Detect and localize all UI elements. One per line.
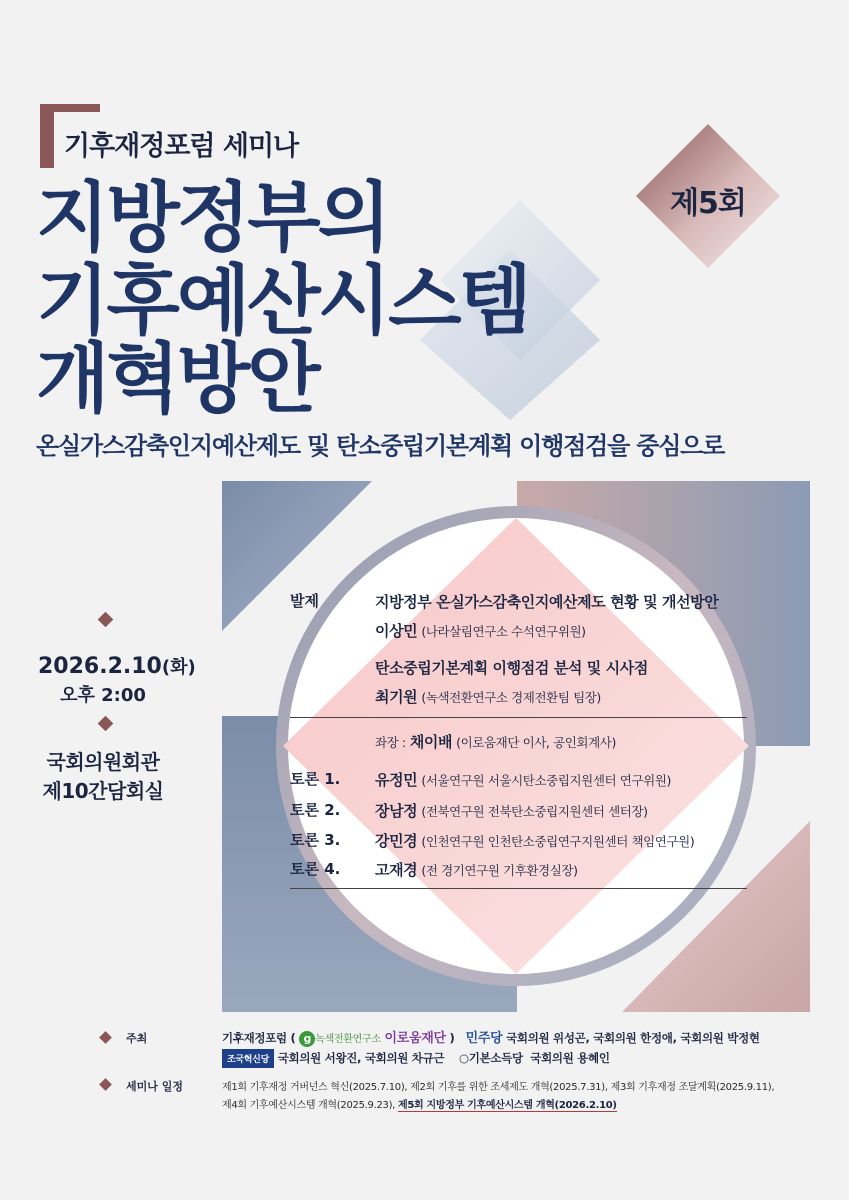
presentation-1-speaker: 이상민 (나라살림연구소 수석연구위원): [375, 622, 586, 640]
presentation-label: 발제: [290, 592, 319, 610]
series-bracket: [40, 104, 54, 168]
discussion-3: 강민경 (인천연구원 인천탄소중립연구지원센터 책임연구원): [375, 832, 695, 850]
title-line-3: 개혁방안: [36, 334, 318, 423]
host-line-2: 조국혁신당 국회의원 서왕진, 국회의원 차규근 ○기본소득당 국회의원 용혜인: [222, 1049, 610, 1068]
diamond-bullet: [99, 1078, 112, 1091]
title-line-2: 기후예산시스템: [36, 256, 529, 345]
schedule-line-1: 제1회 기후재정 거버넌스 혁신(2025.7.10), 제2회 기후를 위한 조세제도 개혁(2025.7.31), 제3회 기후재정 조달계획(2025.9.11),: [222, 1082, 775, 1093]
event-place: [30, 748, 176, 806]
minjoo-logo: 민주당: [465, 1031, 503, 1046]
title-line-1: 지방정부의: [36, 173, 389, 262]
host-line-1: 기후재정포럼 ( g 녹색전환연구소 이로움재단 ) 민주당 국회의원 위성곤, 국회의원 한정애, 국회의원 박정현: [222, 1031, 760, 1046]
discussion-2-label: 토론 2.: [290, 801, 341, 819]
host-label: 주최: [126, 1032, 148, 1045]
edition-label: 제5회: [670, 186, 746, 221]
presentation-2-topic: 탄소중립기본계획 이행점검 분석 및 시사점: [375, 659, 648, 677]
green-transition-logo-icon: g: [299, 1031, 315, 1047]
schedule-line-2: 제4회 기후예산시스템 개혁(2025.9.23), 제5회 지방정부 기후예산시스템 개혁(2026.2.10): [222, 1100, 617, 1111]
green-transition-logo: 녹색전환연구소: [315, 1034, 381, 1045]
series-title: 기후재정포럼 세미나: [64, 131, 299, 162]
place-line-2: 제10간담회실: [42, 779, 164, 803]
basic-income-logo: 기본소득당: [468, 1051, 523, 1065]
diamond-bullet: [99, 1031, 112, 1044]
place-line-1: 국회의원회관: [46, 750, 160, 774]
event-date: 2026.2.10: [38, 654, 162, 679]
current-seminar-highlight: 제5회 지방정부 기후예산시스템 개혁(2026.2.10): [397, 1100, 617, 1111]
discussion-4: 고재경 (전 경기연구원 기후환경실장): [375, 861, 578, 879]
chair: 좌장 : 채이배 (이로움재단 이사, 공인회계사): [375, 733, 616, 751]
schedule-label: 세미나 일정: [126, 1080, 183, 1093]
event-day: (화): [161, 657, 196, 678]
divider: [290, 888, 747, 889]
discussion-1: 유정민 (서울연구원 서울시탄소중립지원센터 연구위원): [375, 771, 671, 789]
diamond-bullet: [98, 612, 114, 628]
josc-logo: 조국혁신당: [222, 1049, 274, 1068]
discussion-3-label: 토론 3.: [290, 831, 341, 849]
discussion-4-label: 토론 4.: [290, 860, 341, 878]
basic-income-logo-icon: ○: [459, 1051, 469, 1065]
event-date-time: [38, 651, 196, 709]
discussion-1-label: 토론 1.: [290, 770, 341, 788]
presentation-2-speaker: 최기원 (녹색전환연구소 경제전환팀 팀장): [375, 688, 601, 706]
iroum-logo: 이로움재단: [384, 1031, 446, 1046]
diamond-bullet: [98, 716, 114, 732]
event-time: 오후 2:00: [60, 684, 146, 706]
presentation-1-topic: 지방정부 온실가스감축인지예산제도 현황 및 개선방안: [375, 593, 719, 611]
discussion-2: 장남정 (전북연구원 전북탄소중립지원센터 센터장): [375, 802, 648, 820]
subtitle: 온실가스감축인지예산제도 및 탄소중립기본계획 이행점검을 중심으로: [36, 432, 725, 460]
divider: [290, 717, 747, 718]
